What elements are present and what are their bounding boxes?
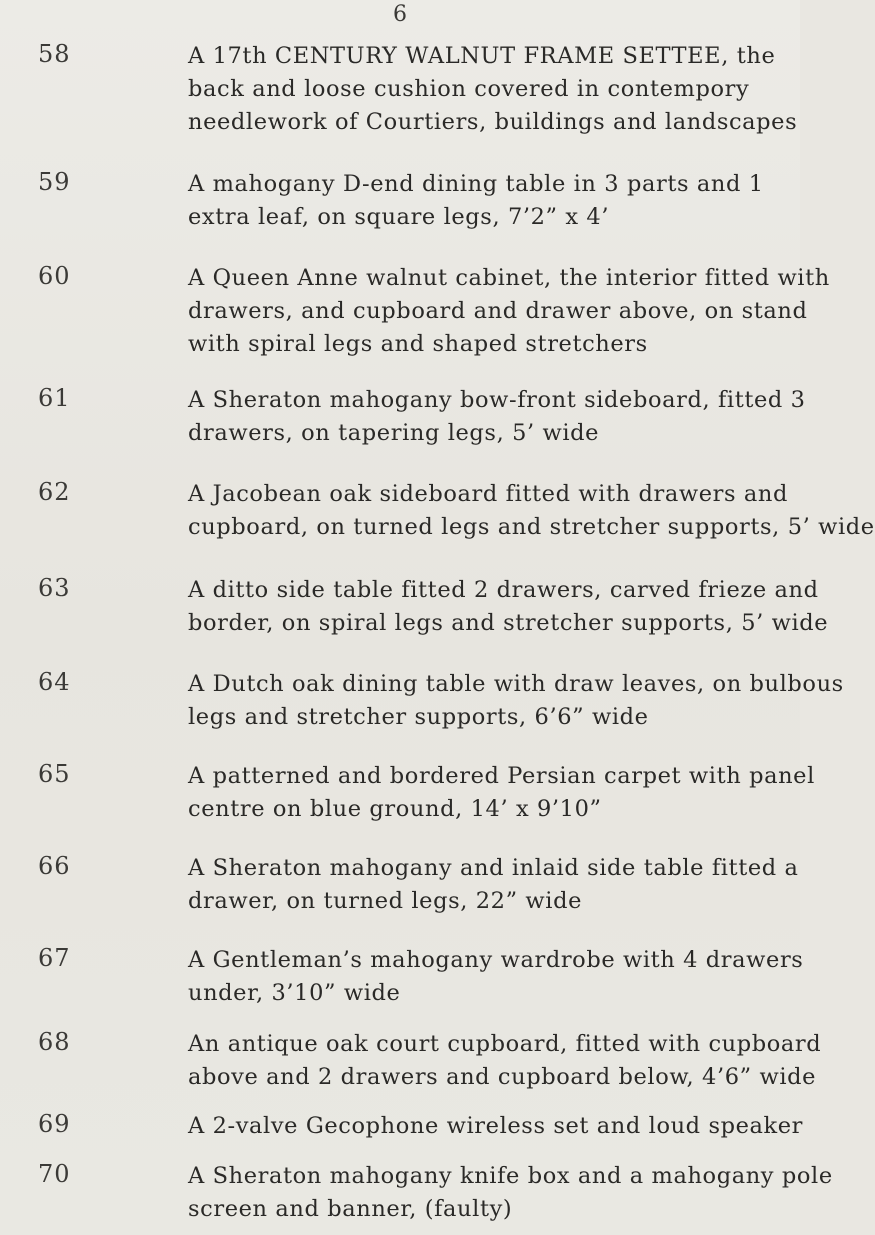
- lot-number: 61: [38, 384, 71, 412]
- lot-description: [188, 40, 798, 139]
- lot-description-line: legs and stretcher supports, 6’6” wide: [188, 704, 649, 730]
- lot-description-line: A Jacobean oak sideboard fitted with drawers and: [188, 481, 788, 507]
- lot-number: 59: [38, 168, 71, 196]
- lot-description-line: An antique oak court cupboard, fitted with cupboard: [188, 1031, 822, 1057]
- lot-description-line: drawers, on tapering legs, 5’ wide: [188, 420, 600, 446]
- lot-number: 67: [38, 944, 71, 972]
- lot-description-line: drawer, on turned legs, 22” wide: [188, 888, 582, 914]
- lot-description-line: border, on spiral legs and stretcher supports, 5’ wide: [188, 610, 829, 636]
- lot-description: [188, 760, 815, 826]
- lot-description-line: A patterned and bordered Persian carpet with panel: [188, 763, 815, 789]
- lot-description-line: A Sheraton mahogany and inlaid side table fitted a: [188, 855, 799, 881]
- lot-number: 64: [38, 668, 71, 696]
- lot-description-line: A mahogany D-end dining table in 3 parts and 1: [188, 171, 764, 197]
- lot-number: 70: [38, 1160, 71, 1188]
- lot-description-line: A ditto side table fitted 2 drawers, carved frieze and: [188, 577, 819, 603]
- lot-description-line: A Gentleman’s mahogany wardrobe with 4 drawers: [188, 947, 804, 973]
- lot-description-line: extra leaf, on square legs, 7’2” x 4’: [188, 204, 610, 230]
- lot-description: [188, 668, 844, 734]
- lot-description-line: A Sheraton mahogany knife box and a mahogany pole: [188, 1163, 833, 1189]
- lot-number: 63: [38, 574, 71, 602]
- lot-number: 68: [38, 1028, 71, 1056]
- lot-description: [188, 478, 875, 544]
- lot-description: [188, 1028, 822, 1094]
- lot-number: 60: [38, 262, 71, 290]
- lot-description: [188, 168, 798, 234]
- lot-number: 66: [38, 852, 71, 880]
- lot-description: [188, 852, 798, 918]
- lot-number: 58: [38, 40, 71, 68]
- lot-description: [188, 1160, 833, 1226]
- lot-description-line: drawers, and cupboard and drawer above, on stand: [188, 298, 808, 324]
- lot-description-line: needlework of Courtiers, buildings and landscapes: [188, 109, 798, 135]
- lot-description: [188, 944, 804, 1010]
- lot-description-line: with spiral legs and shaped stretchers: [188, 331, 648, 357]
- lot-description-line: centre on blue ground, 14’ x 9’10”: [188, 796, 602, 822]
- lot-description: [188, 1110, 804, 1143]
- lot-number: 69: [38, 1110, 71, 1138]
- lot-description-line: back and loose cushion covered in contempory: [188, 76, 750, 102]
- lot-description-line: above and 2 drawers and cupboard below, 4’6” wide: [188, 1064, 817, 1090]
- lot-description-line: A 2-valve Gecophone wireless set and loud speaker: [188, 1113, 804, 1139]
- lot-description: [188, 384, 806, 450]
- lot-description-line: A Sheraton mahogany bow-front sideboard, fitted 3: [188, 387, 806, 413]
- lot-number: 62: [38, 478, 71, 506]
- lot-description: [188, 574, 829, 640]
- page-number: 6: [393, 2, 407, 27]
- lot-number: 65: [38, 760, 71, 788]
- lot-description: [188, 262, 830, 361]
- lot-description-line: A Queen Anne walnut cabinet, the interior fitted with: [188, 265, 830, 291]
- lot-description-line: cupboard, on turned legs and stretcher supports, 5’ wide: [188, 514, 875, 540]
- lot-description-line: A 17th CENTURY WALNUT FRAME SETTEE, the: [188, 43, 776, 69]
- lot-description-line: screen and banner, (faulty): [188, 1196, 513, 1222]
- lot-description-line: A Dutch oak dining table with draw leaves, on bulbous: [188, 671, 844, 697]
- lot-description-line: under, 3’10” wide: [188, 980, 401, 1006]
